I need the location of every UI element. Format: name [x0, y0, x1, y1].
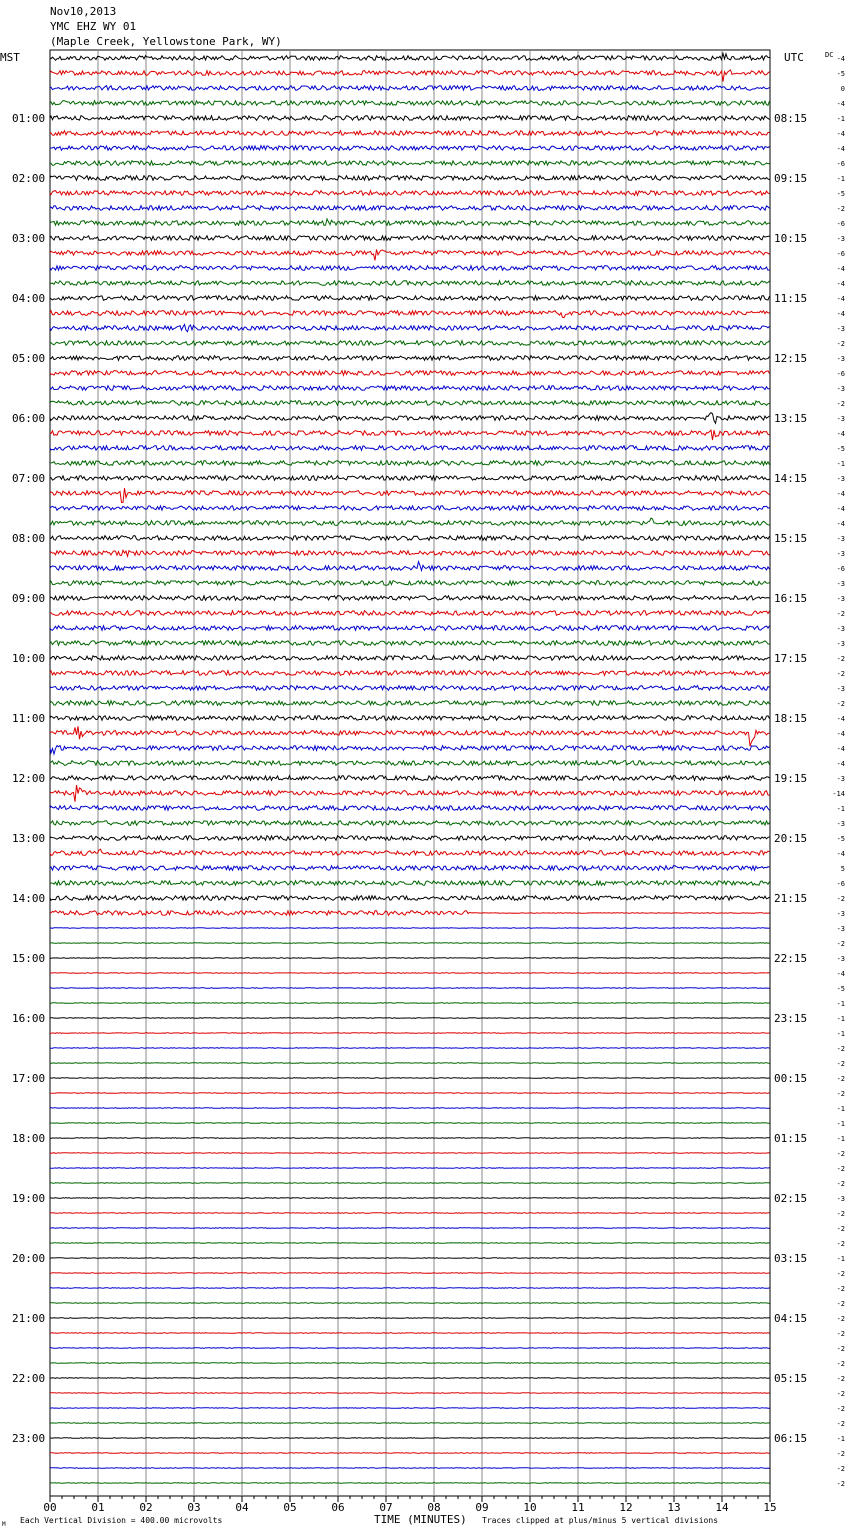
dc-offset-label: -2 — [836, 1240, 845, 1248]
time-axis — [2, 1496, 777, 1528]
right-hour-label: 01:15 — [774, 1132, 808, 1145]
left-hour-label: 10:00 — [12, 652, 46, 665]
right-hour-label: 03:15 — [774, 1252, 808, 1265]
left-hour-label: 01:00 — [12, 112, 46, 125]
trace-12 — [50, 236, 770, 241]
trace-38 — [50, 626, 770, 631]
left-hour-label: 07:00 — [12, 472, 46, 485]
dc-offset-label: -2 — [836, 1480, 845, 1488]
x-tick-label: 07 — [379, 1501, 393, 1514]
trace-5 — [50, 131, 770, 136]
dc-offset-label: -1 — [836, 175, 845, 183]
dc-offset-label: -4 — [836, 745, 845, 753]
dc-offset-label: -3 — [836, 955, 845, 963]
trace-1 — [50, 70, 770, 82]
trace-86 — [50, 1348, 770, 1349]
x-tick-label: 12 — [619, 1501, 633, 1514]
plot-frame — [50, 50, 770, 1496]
dc-offset-label: -4 — [836, 730, 845, 738]
left-hour-label: 22:00 — [12, 1372, 46, 1385]
dc-offset-label: -1 — [836, 1015, 845, 1023]
dc-offset-label: -1 — [836, 1435, 845, 1443]
dc-offset-label: -2 — [836, 670, 845, 678]
right-hour-label: 22:15 — [774, 952, 808, 965]
dc-offset-label: -3 — [836, 910, 845, 918]
trace-59 — [50, 943, 770, 944]
left-hour-label: 20:00 — [12, 1252, 46, 1265]
trace-28 — [50, 476, 770, 481]
trace-24 — [50, 413, 770, 424]
dc-offset-label: -3 — [836, 235, 845, 243]
left-timezone-label: MST — [0, 51, 20, 64]
dc-offset-label: -3 — [836, 1195, 845, 1203]
dc-offset-label: -2 — [836, 1375, 845, 1383]
trace-3 — [50, 101, 770, 106]
trace-35 — [50, 581, 770, 586]
dc-offset-label: -6 — [836, 160, 845, 168]
left-hour-label: 13:00 — [12, 832, 46, 845]
dc-offset-label: -4 — [836, 280, 845, 288]
dc-offset-label: -2 — [836, 655, 845, 663]
trace-74 — [50, 1168, 770, 1169]
dc-offset-label: -4 — [836, 265, 845, 273]
trace-42 — [50, 686, 770, 691]
dc-offset-label: -2 — [836, 1225, 845, 1233]
trace-0 — [50, 54, 770, 61]
dc-offset-label: -2 — [836, 1390, 845, 1398]
dc-offset-label: -3 — [836, 925, 845, 933]
right-hour-label: 06:15 — [774, 1432, 808, 1445]
trace-80 — [50, 1258, 770, 1259]
dc-offset-label: -2 — [836, 1360, 845, 1368]
trace-50 — [50, 806, 770, 811]
trace-22 — [50, 386, 770, 391]
trace-37 — [50, 611, 770, 616]
dc-offset-label: -4 — [836, 520, 845, 528]
dc-offset-label: -4 — [836, 295, 845, 303]
trace-77 — [50, 1213, 770, 1214]
trace-34 — [50, 562, 770, 571]
right-hour-label: 04:15 — [774, 1312, 808, 1325]
trace-61 — [50, 973, 770, 974]
right-hour-label: 00:15 — [774, 1072, 808, 1085]
x-tick-label: 00 — [43, 1501, 57, 1514]
trace-94 — [50, 1468, 770, 1469]
trace-88 — [50, 1378, 770, 1379]
left-hour-label: 14:00 — [12, 892, 46, 905]
dc-offset-label: -2 — [836, 1420, 845, 1428]
dc-offset-label: -2 — [836, 1465, 845, 1473]
trace-39 — [50, 641, 770, 646]
trace-54 — [50, 866, 770, 871]
x-tick-label: 03 — [187, 1501, 201, 1514]
trace-45 — [50, 726, 770, 746]
trace-44 — [50, 716, 770, 721]
dc-offset-label: -4 — [836, 145, 845, 153]
trace-20 — [50, 356, 770, 361]
dc-offset-label: -5 — [836, 835, 845, 843]
x-tick-label: 04 — [235, 1501, 249, 1514]
trace-10 — [50, 206, 770, 211]
x-tick-label: 02 — [139, 1501, 153, 1514]
trace-21 — [50, 371, 770, 376]
dc-offset-label: -2 — [836, 1210, 845, 1218]
trace-85 — [50, 1333, 770, 1334]
x-tick-label: 10 — [523, 1501, 537, 1514]
left-hour-label: 16:00 — [12, 1012, 46, 1025]
dc-offset-label: -6 — [836, 370, 845, 378]
trace-56 — [50, 896, 770, 901]
trace-89 — [50, 1393, 770, 1394]
right-hour-label: 23:15 — [774, 1012, 808, 1025]
trace-27 — [50, 461, 770, 466]
dc-offset-label: -3 — [836, 535, 845, 543]
left-hour-label: 19:00 — [12, 1192, 46, 1205]
right-hour-label: 11:15 — [774, 292, 808, 305]
right-hour-label: 19:15 — [774, 772, 808, 785]
dc-offset-label: -4 — [836, 55, 845, 63]
dc-offset-label: -2 — [836, 1090, 845, 1098]
dc-offset-label: -6 — [836, 250, 845, 258]
dc-offset-label: -2 — [836, 1180, 845, 1188]
left-hour-label: 17:00 — [12, 1072, 46, 1085]
trace-87 — [50, 1363, 770, 1364]
dc-offset-label: -2 — [836, 1345, 845, 1353]
dc-offset-label: -2 — [836, 1045, 845, 1053]
dc-offset-label: -14 — [832, 790, 845, 798]
trace-66 — [50, 1048, 770, 1049]
x-tick-label: 13 — [667, 1501, 681, 1514]
trace-51 — [50, 821, 770, 826]
trace-25 — [50, 430, 770, 440]
trace-23 — [50, 401, 770, 406]
dc-offset-label: 0 — [840, 85, 845, 93]
right-hour-label: 13:15 — [774, 412, 808, 425]
trace-71 — [50, 1123, 770, 1124]
right-hour-label: 10:15 — [774, 232, 808, 245]
dc-offset-label: -5 — [836, 70, 845, 78]
dc-offset-labels — [832, 55, 845, 1488]
dc-offset-label: -3 — [836, 550, 845, 558]
trace-93 — [50, 1453, 770, 1454]
trace-79 — [50, 1243, 770, 1244]
x-tick-label: 01 — [91, 1501, 105, 1514]
right-hour-label: 18:15 — [774, 712, 808, 725]
dc-offset-label: -2 — [836, 1060, 845, 1068]
trace-17 — [50, 311, 770, 318]
dc-offset-label: -2 — [836, 400, 845, 408]
trace-29 — [50, 488, 770, 502]
minute-grid — [50, 50, 770, 1496]
trace-76 — [50, 1198, 770, 1199]
dc-offset-label: -3 — [836, 625, 845, 633]
trace-81 — [50, 1273, 770, 1274]
scale-note: Each Vertical Division = 400.00 microvolts — [20, 1516, 223, 1525]
trace-41 — [50, 671, 770, 676]
dc-offset-label: -2 — [836, 895, 845, 903]
dc-offset-label: -4 — [836, 505, 845, 513]
dc-offset-label: -2 — [836, 1285, 845, 1293]
left-hour-label: 09:00 — [12, 592, 46, 605]
trace-26 — [50, 446, 770, 451]
trace-84 — [50, 1318, 770, 1319]
right-hour-label: 20:15 — [774, 832, 808, 845]
dc-offset-label: -3 — [836, 325, 845, 333]
left-hour-label: 08:00 — [12, 532, 46, 545]
dc-offset-label: -5 — [836, 190, 845, 198]
right-hour-label: 09:15 — [774, 172, 808, 185]
dc-offset-label: -2 — [836, 340, 845, 348]
trace-55 — [50, 881, 770, 886]
dc-offset-label: -2 — [836, 205, 845, 213]
dc-header-label: DC — [825, 51, 834, 59]
dc-offset-label: -4 — [836, 100, 845, 108]
dc-offset-label: -3 — [836, 385, 845, 393]
right-hour-label: 08:15 — [774, 112, 808, 125]
trace-82 — [50, 1288, 770, 1289]
left-hour-label: 06:00 — [12, 412, 46, 425]
trace-30 — [50, 506, 770, 511]
left-hour-label: 05:00 — [12, 352, 46, 365]
dc-offset-label: 5 — [840, 865, 845, 873]
dc-offset-label: -2 — [836, 940, 845, 948]
dc-offset-label: -2 — [836, 1300, 845, 1308]
trace-58 — [50, 928, 770, 929]
trace-40 — [50, 656, 770, 661]
right-hour-label: 21:15 — [774, 892, 808, 905]
trace-64 — [50, 1018, 770, 1019]
x-axis-title: TIME (MINUTES) — [374, 1513, 467, 1526]
left-hour-label: 21:00 — [12, 1312, 46, 1325]
dc-offset-label: -2 — [836, 1405, 845, 1413]
dc-offset-label: -6 — [836, 880, 845, 888]
trace-52 — [50, 836, 770, 841]
trace-6 — [50, 146, 770, 151]
dc-offset-label: -2 — [836, 1075, 845, 1083]
right-hour-label: 05:15 — [774, 1372, 808, 1385]
trace-19 — [50, 341, 770, 346]
right-hour-label: 02:15 — [774, 1192, 808, 1205]
dc-offset-label: -3 — [836, 775, 845, 783]
trace-70 — [50, 1108, 770, 1109]
right-hour-label: 17:15 — [774, 652, 808, 665]
dc-offset-label: -4 — [836, 430, 845, 438]
dc-offset-label: -5 — [836, 985, 845, 993]
trace-9 — [50, 191, 770, 196]
dc-offset-label: -3 — [836, 580, 845, 588]
trace-62 — [50, 988, 770, 989]
trace-90 — [50, 1408, 770, 1409]
left-hour-label: 12:00 — [12, 772, 46, 785]
trace-60 — [50, 958, 770, 959]
trace-36 — [50, 596, 770, 601]
trace-16 — [50, 296, 770, 301]
dc-offset-label: -4 — [836, 715, 845, 723]
trace-68 — [50, 1078, 770, 1079]
dc-offset-label: -4 — [836, 310, 845, 318]
trace-18 — [50, 324, 770, 331]
right-hour-label: 16:15 — [774, 592, 808, 605]
left-hour-label: 11:00 — [12, 712, 46, 725]
dc-offset-label: -2 — [836, 1330, 845, 1338]
dc-offset-label: -1 — [836, 1255, 845, 1263]
dc-offset-label: -3 — [836, 595, 845, 603]
dc-offset-label: -6 — [836, 565, 845, 573]
dc-offset-label: -4 — [836, 760, 845, 768]
x-tick-label: 05 — [283, 1501, 297, 1514]
trace-67 — [50, 1063, 770, 1064]
dc-offset-label: -1 — [836, 1030, 845, 1038]
trace-31 — [50, 518, 770, 525]
trace-72 — [50, 1138, 770, 1139]
station-location: (Maple Creek, Yellowstone Park, WY) — [50, 35, 282, 48]
trace-78 — [50, 1228, 770, 1229]
trace-32 — [50, 536, 770, 541]
dc-offset-label: -1 — [836, 1135, 845, 1143]
dc-offset-label: -3 — [836, 820, 845, 828]
right-hour-label: 14:15 — [774, 472, 808, 485]
clip-note: Traces clipped at plus/minus 5 vertical divisions — [482, 1516, 719, 1525]
x-tick-label: 06 — [331, 1501, 345, 1514]
left-hour-label: 02:00 — [12, 172, 46, 185]
right-hour-label: 12:15 — [774, 352, 808, 365]
dc-offset-label: -1 — [836, 115, 845, 123]
trace-11 — [50, 219, 770, 225]
trace-83 — [50, 1303, 770, 1304]
left-hour-label: 23:00 — [12, 1432, 46, 1445]
trace-92 — [50, 1438, 770, 1439]
trace-13 — [50, 250, 770, 261]
dc-offset-label: -2 — [836, 700, 845, 708]
trace-43 — [50, 701, 770, 706]
scale-mark: M — [2, 1521, 6, 1528]
left-hour-label: 03:00 — [12, 232, 46, 245]
dc-offset-label: -1 — [836, 1105, 845, 1113]
x-tick-label: 09 — [475, 1501, 489, 1514]
x-tick-label: 14 — [715, 1501, 729, 1514]
dc-offset-label: -2 — [836, 1315, 845, 1323]
trace-47 — [50, 761, 770, 766]
right-hour-label: 15:15 — [774, 532, 808, 545]
trace-95 — [50, 1483, 770, 1484]
chart-date: Nov10,2013 — [50, 5, 117, 18]
dc-offset-label: -5 — [836, 445, 845, 453]
trace-91 — [50, 1423, 770, 1424]
left-hour-label: 18:00 — [12, 1132, 46, 1145]
trace-8 — [50, 176, 770, 181]
dc-offset-label: -2 — [836, 1150, 845, 1158]
trace-73 — [50, 1153, 770, 1154]
trace-2 — [50, 86, 770, 91]
dc-offset-label: -4 — [836, 490, 845, 498]
trace-48 — [50, 776, 770, 781]
dc-offset-label: -3 — [836, 685, 845, 693]
dc-offset-label: -1 — [836, 460, 845, 468]
dc-offset-label: -2 — [836, 1270, 845, 1278]
trace-65 — [50, 1033, 770, 1034]
dc-offset-label: -2 — [836, 610, 845, 618]
left-hour-label: 15:00 — [12, 952, 46, 965]
seismic-traces — [50, 54, 770, 1484]
dc-offset-label: -4 — [836, 130, 845, 138]
trace-15 — [50, 281, 770, 286]
dc-offset-label: -2 — [836, 1450, 845, 1458]
trace-53 — [50, 849, 770, 855]
trace-33 — [50, 550, 770, 556]
trace-57 — [50, 911, 770, 916]
right-timezone-label: UTC — [784, 51, 804, 64]
dc-offset-label: -6 — [836, 220, 845, 228]
dc-offset-label: -3 — [836, 355, 845, 363]
dc-offset-label: -3 — [836, 475, 845, 483]
trace-69 — [50, 1093, 770, 1094]
dc-offset-label: -4 — [836, 970, 845, 978]
trace-46 — [50, 746, 770, 754]
x-tick-label: 11 — [571, 1501, 585, 1514]
dc-offset-label: -3 — [836, 640, 845, 648]
trace-63 — [50, 1003, 770, 1004]
station-code: YMC EHZ WY 01 — [50, 20, 137, 33]
x-tick-label: 15 — [763, 1501, 777, 1514]
dc-offset-label: -1 — [836, 805, 845, 813]
trace-49 — [50, 785, 770, 802]
dc-offset-label: -1 — [836, 1120, 845, 1128]
dc-offset-label: -4 — [836, 850, 845, 858]
dc-offset-label: -1 — [836, 1000, 845, 1008]
trace-7 — [50, 161, 770, 166]
left-hour-label: 04:00 — [12, 292, 46, 305]
trace-14 — [50, 266, 770, 271]
dc-offset-label: -2 — [836, 1165, 845, 1173]
dc-offset-label: -3 — [836, 415, 845, 423]
trace-4 — [50, 116, 770, 121]
trace-75 — [50, 1183, 770, 1184]
x-tick-label: 08 — [427, 1501, 441, 1514]
